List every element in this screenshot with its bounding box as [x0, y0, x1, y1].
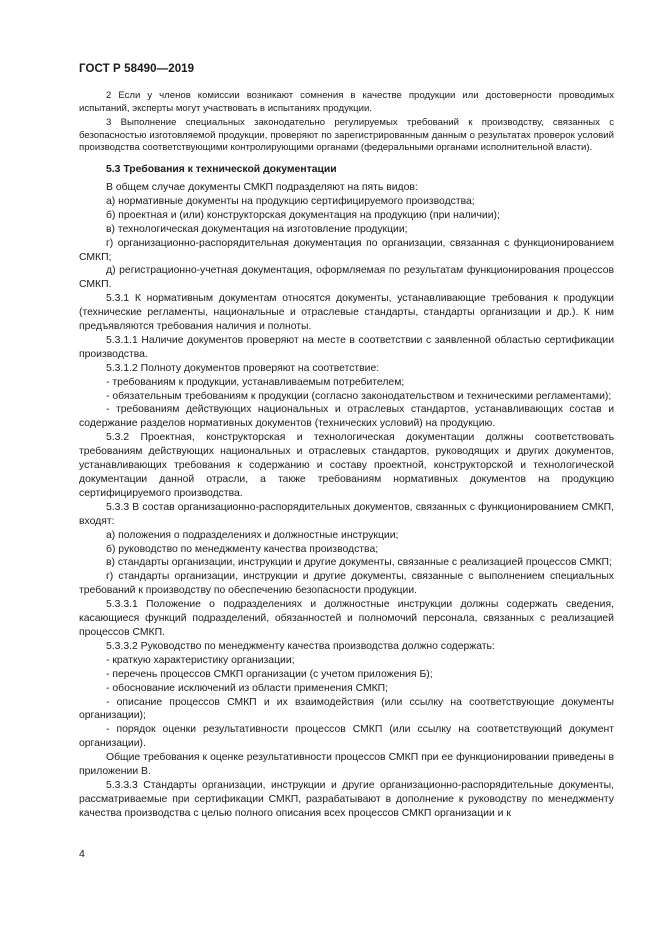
- list-item: - требованиям действующих национальных и отраслевых стандартов, устанавливающих состав и содержание разделов нормативных документов (технических условий) на продукцию.: [79, 404, 614, 430]
- list-item: а) положения о подразделениях и должностные инструкции;: [106, 529, 399, 541]
- paragraph: 5.3.2 Проектная, конструкторская и технологическая документации должны соответствовать требованиям действующих национальных и отраслевых стандартов, руководящих и других документов, устанавливающих требования к содержанию и составу проектной, конструкторской и технологической документации данной отрасли, а также требованиям нормативных документов на продукцию сертифицируемого производства.: [79, 432, 614, 499]
- list-item: в) стандарты организации, инструкции и другие документы, связанные с реализацией процессов СМКП;: [106, 557, 612, 569]
- paragraph: 5.3.3.1 Положение о подразделениях и должностные инструкции должны содержать сведения, касающиеся функций подразделений, обязанностей и полномочий персонала, связанных с реализацией процессов СМКП.: [79, 599, 614, 638]
- paragraph: 5.3.3.3 Стандарты организации, инструкции и другие организационно-распорядительные документы, рассматриваемые при сертификации СМКП, разрабатывают в дополнение к руководству по менеджменту качества производства с целью полного описания всех процессов СМКП организации и к: [79, 779, 614, 819]
- paragraph: 5.3.1.2 Полноту документов проверяют на соответствие:: [106, 362, 380, 374]
- list-item: г) организационно-распорядительная документация по организации, связанная с функционированием СМКП;: [79, 237, 614, 263]
- list-item: - краткую характеристику организации;: [106, 654, 295, 666]
- section-heading: 5.3 Требования к технической документации: [106, 163, 337, 175]
- list-item: - описание процессов СМКП и их взаимодействия (или ссылку на соответствующие документы организации);: [79, 696, 614, 722]
- page-number: 4: [79, 848, 85, 860]
- list-item: б) руководство по менеджменту качества производства;: [106, 543, 379, 555]
- note-paragraph: 2 Если у членов комиссии возникают сомнения в качестве продукции или достоверности проводимых испытаний, эксперты могут участвовать в испытаниях продукции.: [79, 90, 614, 114]
- list-item: а) нормативные документы на продукцию сертифицируемого производства;: [106, 195, 475, 207]
- list-item: - обоснование исключений из области применения СМКП;: [106, 682, 389, 694]
- paragraph: Общие требования к оценке результативности процессов СМКП при ее функционировании приведены в приложении В.: [79, 752, 614, 778]
- list-item: - перечень процессов СМКП организации (с учетом приложения Б);: [106, 668, 433, 680]
- list-item: в) технологическая документация на изготовление продукции;: [106, 223, 408, 235]
- document-body: [79, 90, 614, 821]
- paragraph: 5.3.3.2 Руководство по менеджменту качества производства должно содержать:: [106, 640, 495, 652]
- note-paragraph: 3 Выполнение специальных законодательно регулируемых требований к производству, связанных с безопасностью изготовляемой продукции, проверяют по зарегистрированным данным о результатах проверок условий производства соответствующими контролирующими органами (федеральными органами исполнительной власти).: [79, 117, 614, 154]
- paragraph: 5.3.3 В состав организационно-распорядительных документов, связанных с функционированием СМКП, входят:: [79, 501, 614, 527]
- list-item: г) стандарты организации, инструкции и другие документы, связанные с выполнением специальных требований к производству по обеспечению безопасности продукции.: [79, 571, 614, 597]
- list-item: д) регистрационно-учетная документация, оформляемая по результатам функционирования процессов СМКП.: [79, 265, 614, 291]
- paragraph: В общем случае документы СМКП подразделяют на пять видов:: [106, 181, 418, 193]
- list-item: - порядок оценки результативности процессов СМКП (или ссылку на соответствующий документ организации).: [79, 724, 614, 750]
- paragraph: 5.3.1.1 Наличие документов проверяют на месте в соответствии с заявленной областью сертификации производства.: [79, 334, 614, 360]
- document-header: ГОСТ Р 58490—2019: [79, 63, 195, 75]
- list-item: - требованиям к продукции, устанавливаемым потребителем;: [106, 376, 405, 388]
- list-item: - обязательным требованиям к продукции (согласно законодательством и техническими регламентами);: [106, 390, 612, 402]
- paragraph: 5.3.1 К нормативным документам относятся документы, устанавливающие требования к продукции (технические регламенты, национальные и отраслевые стандарты, стандарты организации и др.). К ним предъявляются требования наличия и полноты.: [79, 293, 614, 333]
- list-item: б) проектная и (или) конструкторская документация на продукцию (при наличии);: [106, 209, 500, 221]
